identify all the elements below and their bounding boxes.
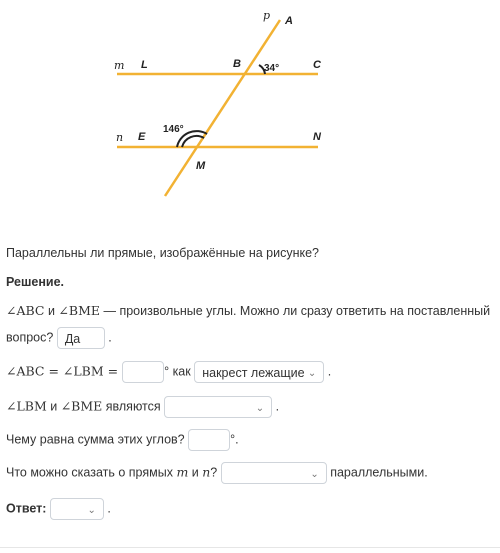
- angle-value-input[interactable]: [122, 361, 164, 383]
- chevron-down-icon: ⌄: [255, 403, 265, 414]
- chevron-down-icon: ⌄: [310, 469, 319, 480]
- angle-type-dropdown[interactable]: [194, 361, 324, 383]
- label-a: A: [285, 15, 293, 27]
- angle-b-value: 34°: [264, 63, 280, 74]
- label-e: E: [138, 131, 146, 143]
- angle-bme: ∠BME: [60, 398, 103, 414]
- conj-i: и: [188, 465, 203, 480]
- solution-line-1: [6, 302, 490, 320]
- solution-heading: Решение.: [6, 275, 65, 289]
- line2-text: вопрос?: [6, 330, 57, 345]
- degree-sign: °: [164, 364, 170, 379]
- line2-after: .: [104, 330, 112, 345]
- solution-line-5: [6, 429, 239, 451]
- line-p: [165, 20, 280, 196]
- angle-sum-input[interactable]: [188, 429, 230, 451]
- dropdown-value: накрест лежащие: [202, 366, 305, 380]
- angle-relation-dropdown[interactable]: [164, 396, 272, 418]
- line5-text: Чему равна сумма этих углов?: [6, 432, 189, 447]
- angle-lbm: ∠LBM: [6, 398, 47, 414]
- label-p: p: [263, 9, 271, 22]
- line1-text: — произвольные углы. Можно ли сразу ответить на поставленный: [100, 304, 491, 318]
- kak-text: как: [169, 364, 195, 379]
- equation-abc-lbm: ∠ABC = ∠LBM =: [6, 363, 123, 379]
- label-n-point: N: [313, 131, 321, 143]
- solution-line-3: [6, 361, 331, 383]
- answer-label: Ответ:: [6, 501, 47, 516]
- var-n: n: [202, 464, 211, 480]
- answer-yes-no-dropdown[interactable]: [57, 327, 105, 349]
- answer-after: .: [103, 501, 111, 516]
- conj-i: и: [46, 399, 61, 414]
- line6-after: параллельными.: [326, 465, 428, 480]
- line4-after: .: [272, 399, 280, 414]
- solution-line-2: [6, 327, 112, 349]
- angle-abc: ∠ABC: [6, 303, 45, 318]
- divider: [0, 547, 500, 548]
- degree-sign: °.: [230, 432, 239, 447]
- answer-dropdown[interactable]: [50, 498, 104, 520]
- label-n: n: [116, 131, 124, 144]
- dropdown-value: Да: [64, 332, 81, 346]
- conj-i: и: [44, 304, 59, 318]
- line4-text: являются: [102, 399, 165, 414]
- label-m: m: [114, 59, 125, 72]
- label-c: C: [313, 59, 321, 71]
- solution-line-6: [6, 462, 428, 484]
- line6-text: Что можно сказать о прямых: [6, 465, 177, 480]
- chevron-down-icon: ⌄: [307, 368, 317, 379]
- var-m: m: [176, 464, 189, 480]
- label-l: L: [141, 59, 148, 71]
- line3-after: .: [324, 364, 332, 379]
- geometry-figure: [0, 0, 500, 235]
- question-mark: ?: [210, 465, 221, 480]
- parallel-dropdown[interactable]: [221, 462, 327, 484]
- angle-bme: ∠BME: [58, 303, 101, 318]
- answer-line: [6, 498, 111, 520]
- question-text: Параллельны ли прямые, изображённые на рисунке?: [6, 246, 320, 260]
- label-m-point: M: [196, 160, 206, 172]
- label-b: B: [233, 58, 241, 70]
- solution-line-4: [6, 396, 279, 418]
- angle-m-value: 146°: [163, 124, 184, 135]
- chevron-down-icon: ⌄: [87, 505, 96, 516]
